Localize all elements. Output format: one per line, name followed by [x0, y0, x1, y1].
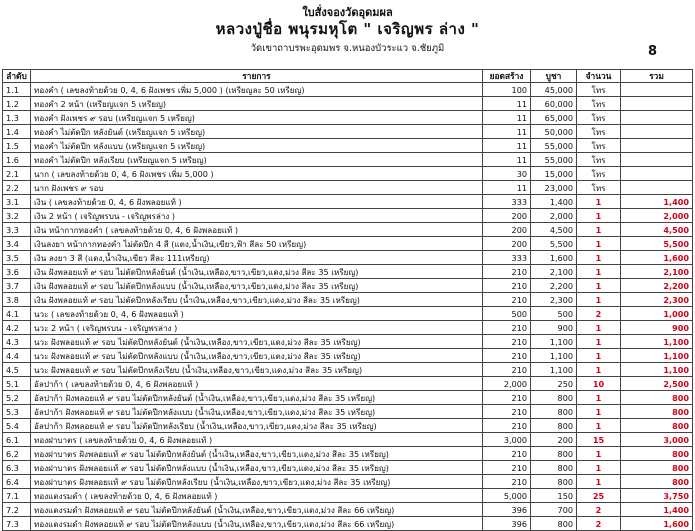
row-quantity: 1 [577, 419, 621, 433]
row-made-count: 200 [483, 223, 531, 237]
row-description: ทองฝาบาตร ฝังพลอยแท้ ๙ รอบ ไม่ตัดปีกหลังเรียบ (น้ำเงิน,เหลือง,ขาว,เขียว,แดง,ม่วง สีละ 35 เหรียญ) [31, 475, 483, 489]
column-header-price: บูชา [531, 70, 577, 83]
row-total: 1,600 [621, 517, 693, 531]
row-price: 5,500 [531, 237, 577, 251]
row-made-count: 2,000 [483, 377, 531, 391]
row-description: เงิน ลงยา 3 สี (แดง,น้ำเงิน,เขียว สีละ 111เหรียญ) [31, 251, 483, 265]
row-quantity: 1 [577, 223, 621, 237]
row-quantity: โทร [577, 97, 621, 111]
row-number: 1.5 [3, 139, 31, 153]
row-description: ทองคำ ไม่ตัดปีก หลังแบบ (เหรียญแจก 5 เหรียญ) [31, 139, 483, 153]
column-header-no: ลำดับ [3, 70, 31, 83]
row-total: 2,300 [621, 293, 693, 307]
row-number: 4.3 [3, 335, 31, 349]
row-quantity: โทร [577, 111, 621, 125]
row-number: 7.1 [3, 489, 31, 503]
row-quantity: 25 [577, 489, 621, 503]
row-total: 2,200 [621, 279, 693, 293]
table-row [3, 111, 693, 125]
row-total [621, 139, 693, 153]
table-row [3, 195, 693, 209]
row-total: 1,100 [621, 363, 693, 377]
row-number: 7.3 [3, 517, 31, 531]
table-row [3, 335, 693, 349]
row-price: 800 [531, 461, 577, 475]
table-row [3, 307, 693, 321]
row-total: 1,100 [621, 349, 693, 363]
row-description: เงิน หน้ากากทองคำ ( เลขลงท้ายด้วย 0, 4, 6 ฝังพลอยแท้ ) [31, 223, 483, 237]
row-number: 6.2 [3, 447, 31, 461]
row-price: 800 [531, 419, 577, 433]
row-made-count: 100 [483, 83, 531, 97]
table-row [3, 83, 693, 97]
row-price: 700 [531, 503, 577, 517]
row-description: นวะ ฝังพลอยแท้ ๙ รอบ ไม่ตัดปีกหลังยันต์ (น้ำเงิน,เหลือง,ขาว,เขียว,แดง,ม่วง สีละ 35 เหรียญ) [31, 335, 483, 349]
row-made-count: 210 [483, 265, 531, 279]
row-price: 900 [531, 321, 577, 335]
document-title: หลวงปู่ชื่อ พนุรมหุโต " เจริญพร ล่าง " [215, 20, 480, 38]
table-row [3, 167, 693, 181]
row-quantity: โทร [577, 153, 621, 167]
row-number: 3.6 [3, 265, 31, 279]
row-made-count: 30 [483, 167, 531, 181]
row-total: 1,400 [621, 503, 693, 517]
row-number: 5.3 [3, 405, 31, 419]
row-total [621, 153, 693, 167]
row-total: 3,000 [621, 433, 693, 447]
row-total: 800 [621, 461, 693, 475]
table-row [3, 237, 693, 251]
table-row [3, 447, 693, 461]
row-description: เงิน ฝังพลอยแท้ ๙ รอบ ไม่ตัดปีกหลังเรียบ (น้ำเงิน,เหลือง,ขาว,เขียว,แดง,ม่วง สีละ 35 เหรียญ) [31, 293, 483, 307]
row-made-count: 210 [483, 349, 531, 363]
row-price: 800 [531, 475, 577, 489]
row-total: 800 [621, 419, 693, 433]
table-row [3, 97, 693, 111]
row-price: 1,600 [531, 251, 577, 265]
table-row [3, 377, 693, 391]
table-row [3, 503, 693, 517]
row-made-count: 210 [483, 461, 531, 475]
row-price: 2,100 [531, 265, 577, 279]
row-quantity: 1 [577, 321, 621, 335]
row-description: ทองฝาบาตร ( เลขลงท้ายด้วย 0, 4, 6 ฝังพลอยแท้ ) [31, 433, 483, 447]
table-row [3, 293, 693, 307]
row-price: 65,000 [531, 111, 577, 125]
row-number: 5.2 [3, 391, 31, 405]
row-price: 1,100 [531, 363, 577, 377]
row-price: 1,100 [531, 335, 577, 349]
row-description: นวะ ( เลขลงท้ายด้วย 0, 4, 6 ฝังพลอยแท้ ) [31, 307, 483, 321]
row-quantity: 1 [577, 461, 621, 475]
row-made-count: 210 [483, 363, 531, 377]
table-row [3, 475, 693, 489]
row-quantity: 2 [577, 517, 621, 531]
row-made-count: 11 [483, 97, 531, 111]
row-description: นวะ ฝังพลอยแท้ ๙ รอบ ไม่ตัดปีกหลังเรียบ (น้ำเงิน,เหลือง,ขาว,เขียว,แดง,ม่วง สีละ 35 เหรียญ) [31, 363, 483, 377]
row-quantity: 1 [577, 391, 621, 405]
row-made-count: 5,000 [483, 489, 531, 503]
row-price: 55,000 [531, 153, 577, 167]
row-price: 15,000 [531, 167, 577, 181]
table-row [3, 153, 693, 167]
row-made-count: 210 [483, 335, 531, 349]
row-number: 4.5 [3, 363, 31, 377]
row-total [621, 167, 693, 181]
row-price: 60,000 [531, 97, 577, 111]
table-row [3, 517, 693, 531]
row-quantity: 1 [577, 335, 621, 349]
row-total [621, 111, 693, 125]
row-total: 900 [621, 321, 693, 335]
row-made-count: 11 [483, 125, 531, 139]
row-quantity: 1 [577, 237, 621, 251]
row-price: 55,000 [531, 139, 577, 153]
row-number: 1.3 [3, 111, 31, 125]
row-price: 2,000 [531, 209, 577, 223]
row-number: 3.4 [3, 237, 31, 251]
row-total: 1,400 [621, 195, 693, 209]
table-row [3, 139, 693, 153]
row-made-count: 210 [483, 447, 531, 461]
table-row [3, 251, 693, 265]
row-made-count: 210 [483, 391, 531, 405]
row-total: 5,500 [621, 237, 693, 251]
row-total: 800 [621, 447, 693, 461]
row-number: 2.2 [3, 181, 31, 195]
row-price: 500 [531, 307, 577, 321]
row-number: 1.6 [3, 153, 31, 167]
row-description: ทองคำ ไม่ตัดปีก หลังยันต์ (เหรียญแจก 5 เหรียญ) [31, 125, 483, 139]
row-number: 4.4 [3, 349, 31, 363]
row-quantity: โทร [577, 181, 621, 195]
document-heading: ใบสั่งจองวัดอุดมผล [302, 6, 393, 19]
table-row [3, 279, 693, 293]
row-total [621, 97, 693, 111]
row-total: 4,500 [621, 223, 693, 237]
row-description: นวะ ฝังพลอยแท้ ๙ รอบ ไม่ตัดปีกหลังแบบ (น้ำเงิน,เหลือง,ขาว,เขียว,แดง,ม่วง สีละ 35 เหรียญ) [31, 349, 483, 363]
row-number: 7.2 [3, 503, 31, 517]
row-quantity: 1 [577, 475, 621, 489]
row-total: 800 [621, 405, 693, 419]
row-price: 45,000 [531, 83, 577, 97]
row-price: 200 [531, 433, 577, 447]
row-made-count: 210 [483, 405, 531, 419]
row-description: ทองฝาบาตร ฝังพลอยแท้ ๙ รอบ ไม่ตัดปีกหลังยันต์ (น้ำเงิน,เหลือง,ขาว,เขียว,แดง,ม่วง สีละ 35 เหรียญ) [31, 447, 483, 461]
row-total: 1,000 [621, 307, 693, 321]
row-number: 3.7 [3, 279, 31, 293]
row-description: เงิน 2 หน้า ( เจริญพรบน - เจริญพรล่าง ) [31, 209, 483, 223]
row-description: ทองแดงรมดำ ฝังพลอยแท้ ๙ รอบ ไม่ตัดปีกหลังแบบ (น้ำเงิน,เหลือง,ขาว,เขียว,แดง,ม่วง สีละ 66 เหรียญ) [31, 517, 483, 531]
row-quantity: 2 [577, 307, 621, 321]
row-price: 50,000 [531, 125, 577, 139]
row-description: นาก ฝังเพชร ๙ รอบ [31, 181, 483, 195]
row-number: 2.1 [3, 167, 31, 181]
row-price: 250 [531, 377, 577, 391]
row-quantity: 1 [577, 293, 621, 307]
row-price: 23,000 [531, 181, 577, 195]
row-price: 800 [531, 405, 577, 419]
row-price: 1,100 [531, 349, 577, 363]
row-quantity: 1 [577, 209, 621, 223]
row-number: 3.1 [3, 195, 31, 209]
table-row [3, 461, 693, 475]
row-total: 1,600 [621, 251, 693, 265]
row-quantity: 2 [577, 503, 621, 517]
row-price: 800 [531, 447, 577, 461]
row-quantity: 1 [577, 447, 621, 461]
row-made-count: 396 [483, 503, 531, 517]
order-table [2, 69, 693, 531]
row-description: ทองฝาบาตร ฝังพลอยแท้ ๙ รอบ ไม่ตัดปีกหลังแบบ (น้ำเงิน,เหลือง,ขาว,เขียว,แดง,ม่วง สีละ 35 เหรียญ) [31, 461, 483, 475]
table-row [3, 209, 693, 223]
row-quantity: 1 [577, 265, 621, 279]
row-total [621, 83, 693, 97]
table-row [3, 489, 693, 503]
row-quantity: 15 [577, 433, 621, 447]
row-description: อัลปาก้า ฝังพลอยแท้ ๙ รอบ ไม่ตัดปีกหลังยันต์ (น้ำเงิน,เหลือง,ขาว,เขียว,แดง,ม่วง สีละ 35 เหรียญ) [31, 391, 483, 405]
table-row [3, 363, 693, 377]
row-number: 6.3 [3, 461, 31, 475]
table-row [3, 349, 693, 363]
row-description: นวะ 2 หน้า ( เจริญพรบน - เจริญพรล่าง ) [31, 321, 483, 335]
row-number: 1.4 [3, 125, 31, 139]
row-description: ทองคำ ( เลขลงท้ายด้วย 0, 4, 6 ฝังเพชร เพิ่ม 5,000 ) (เหรียญละ 50 เหรียญ) [31, 83, 483, 97]
row-made-count: 333 [483, 251, 531, 265]
row-number: 1.1 [3, 83, 31, 97]
row-total [621, 181, 693, 195]
row-price: 1,400 [531, 195, 577, 209]
row-number: 1.2 [3, 97, 31, 111]
row-total: 2,100 [621, 265, 693, 279]
row-price: 800 [531, 391, 577, 405]
row-number: 3.3 [3, 223, 31, 237]
row-quantity: โทร [577, 83, 621, 97]
row-description: อัลปาก้า ฝังพลอยแท้ ๙ รอบ ไม่ตัดปีกหลังเรียบ (น้ำเงิน,เหลือง,ขาว,เขียว,แดง,ม่วง สีละ 35 เหรียญ) [31, 419, 483, 433]
row-made-count: 210 [483, 475, 531, 489]
row-made-count: 200 [483, 237, 531, 251]
table-row [3, 405, 693, 419]
row-number: 5.1 [3, 377, 31, 391]
row-description: ทองคำ ไม่ตัดปีก หลังเรียบ (เหรียญแจก 5 เหรียญ) [31, 153, 483, 167]
row-quantity: โทร [577, 167, 621, 181]
row-made-count: 11 [483, 139, 531, 153]
row-price: 2,300 [531, 293, 577, 307]
column-header-made: ยอดสร้าง [483, 70, 531, 83]
row-description: อัลปาก้า ฝังพลอยแท้ ๙ รอบ ไม่ตัดปีกหลังแบบ (น้ำเงิน,เหลือง,ขาว,เขียว,แดง,ม่วง สีละ 35 เหรียญ) [31, 405, 483, 419]
row-quantity: 1 [577, 195, 621, 209]
row-made-count: 11 [483, 111, 531, 125]
row-made-count: 200 [483, 209, 531, 223]
column-header-item: รายการ [31, 70, 483, 83]
row-number: 4.2 [3, 321, 31, 335]
row-number: 3.8 [3, 293, 31, 307]
row-description: อัลปาก้า ( เลขลงท้ายด้วย 0, 4, 6 ฝังพลอยแท้ ) [31, 377, 483, 391]
temple-address: วัดเขาถาบรพะอุดมพร จ.หนองบัวระแว จ.ชัยภูมิ [250, 43, 445, 54]
table-row [3, 125, 693, 139]
row-total: 3,750 [621, 489, 693, 503]
table-row [3, 419, 693, 433]
column-header-qty: จำนวน [577, 70, 621, 83]
row-price: 800 [531, 517, 577, 531]
row-made-count: 500 [483, 307, 531, 321]
row-quantity: 1 [577, 279, 621, 293]
row-total: 1,100 [621, 335, 693, 349]
row-made-count: 210 [483, 419, 531, 433]
table-row [3, 321, 693, 335]
row-description: เงิน ฝังพลอยแท้ ๙ รอบ ไม่ตัดปีกหลังยันต์ (น้ำเงิน,เหลือง,ขาว,เขียว,แดง,ม่วง สีละ 35 เหรียญ) [31, 265, 483, 279]
row-description: ทองคำ 2 หน้า (เหรียญแจก 5 เหรียญ) [31, 97, 483, 111]
row-price: 2,200 [531, 279, 577, 293]
row-description: ทองแดงรมดำ ฝังพลอยแท้ ๙ รอบ ไม่ตัดปีกหลังยันต์ (น้ำเงิน,เหลือง,ขาว,เขียว,แดง,ม่วง สีละ 66 เหรียญ) [31, 503, 483, 517]
table-row [3, 433, 693, 447]
row-quantity: 1 [577, 363, 621, 377]
row-number: 3.2 [3, 209, 31, 223]
row-quantity: 1 [577, 405, 621, 419]
row-description: นาก ( เลขลงท้ายด้วย 0, 4, 6 ฝังเพชร เพิ่ม 5,000 ) [31, 167, 483, 181]
row-number: 5.4 [3, 419, 31, 433]
row-number: 6.4 [3, 475, 31, 489]
row-made-count: 210 [483, 293, 531, 307]
row-quantity: 1 [577, 251, 621, 265]
column-header-total: รวม [621, 70, 693, 83]
row-price: 4,500 [531, 223, 577, 237]
row-total: 2,000 [621, 209, 693, 223]
row-description: เงินลงยา หน้ากากทองคำ ไม่ตัดปีก 4 สี (แดง,น้ำเงิน,เขียว,ฟ้า สีละ 50 เหรียญ) [31, 237, 483, 251]
table-row [3, 265, 693, 279]
row-made-count: 210 [483, 279, 531, 293]
row-quantity: โทร [577, 139, 621, 153]
table-row [3, 223, 693, 237]
row-price: 150 [531, 489, 577, 503]
row-description: เงิน ( เลขลงท้ายด้วย 0, 4, 6 ฝังพลอยแท้ ) [31, 195, 483, 209]
row-quantity: 10 [577, 377, 621, 391]
row-number: 6.1 [3, 433, 31, 447]
row-description: ทองแดงรมดำ ( เลขลงท้ายด้วย 0, 4, 6 ฝังพลอยแท้ ) [31, 489, 483, 503]
row-total: 800 [621, 391, 693, 405]
row-made-count: 333 [483, 195, 531, 209]
row-quantity: โทร [577, 125, 621, 139]
row-number: 3.5 [3, 251, 31, 265]
row-made-count: 210 [483, 321, 531, 335]
page-number: 8 [648, 44, 658, 59]
row-total: 800 [621, 475, 693, 489]
table-row [3, 391, 693, 405]
row-description: ทองคำ ฝังเพชร ๙ รอบ (เหรียญแจก 5 เหรียญ) [31, 111, 483, 125]
row-made-count: 11 [483, 153, 531, 167]
row-made-count: 396 [483, 517, 531, 531]
row-quantity: 1 [577, 349, 621, 363]
table-header-row [3, 70, 693, 83]
row-number: 4.1 [3, 307, 31, 321]
row-total [621, 125, 693, 139]
table-row [3, 181, 693, 195]
row-made-count: 3,000 [483, 433, 531, 447]
row-made-count: 11 [483, 181, 531, 195]
row-description: เงิน ฝังพลอยแท้ ๙ รอบ ไม่ตัดปีกหลังแบบ (น้ำเงิน,เหลือง,ขาว,เขียว,แดง,ม่วง สีละ 35 เหรียญ) [31, 279, 483, 293]
row-total: 2,500 [621, 377, 693, 391]
